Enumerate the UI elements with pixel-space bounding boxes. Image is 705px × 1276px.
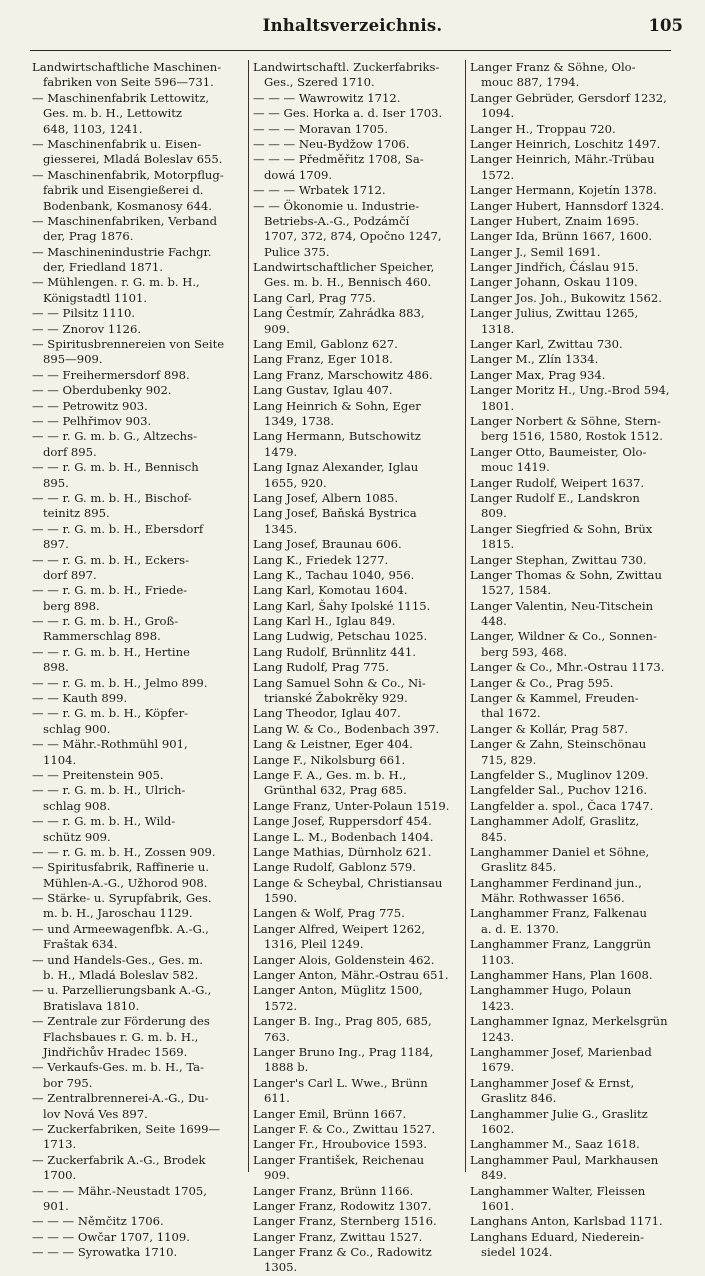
index-line: Lang K., Tachau 1040, 956. (253, 567, 415, 582)
index-line: Langer Franz & Söhne, Olo- (470, 60, 636, 74)
index-line: Langer & Zahn, Steinschönau (470, 737, 647, 752)
index-line: — — — Mähr.-Neustadt 1705, (32, 1183, 207, 1198)
index-line: 898. (43, 660, 69, 675)
index-line: Langer J., Semil 1691. (470, 244, 601, 259)
index-line: Langer Heinrich, Loschitz 1497. (470, 136, 661, 151)
index-line: Ges. m. b. H., Bennisch 460. (264, 275, 432, 290)
index-line: — Zuckerfabrik A.-G., Brodek (32, 1152, 206, 1167)
index-line: 1527, 1584. (481, 583, 552, 598)
index-line: — — r. G. m. b. H., Ulrich- (32, 783, 186, 798)
index-line: Langer Franz, Brünn 1166. (253, 1183, 414, 1198)
index-line: — — Freihermersdorf 898. (32, 367, 190, 382)
index-line: Langer Norbert & Söhne, Stern- (470, 413, 661, 428)
index-line: — — Ökonomie u. Industrie- (253, 198, 420, 213)
index-line: — Maschinenfabrik, Motorpflug- (32, 167, 224, 182)
index-line: — — Znorov 1126. (32, 321, 142, 336)
index-line: — und Armeewagenfbk. A.-G., (32, 921, 209, 936)
index-column-1 (32, 60, 240, 1260)
index-line: — — — Moravan 1705. (253, 121, 388, 136)
index-line: — — r. G. m. b. H., Köpfer- (32, 706, 189, 721)
index-line: Langer Anton, Mähr.-Ostrau 651. (253, 968, 449, 983)
index-line: Lang Josef, Braunau 606. (253, 537, 402, 552)
index-line: Langhammer Adolf, Graslitz, (470, 814, 640, 829)
index-line: Lang Rudolf, Prag 775. (253, 660, 389, 675)
index-line: Ges., Szered 1710. (264, 75, 375, 90)
index-line: 648, 1103, 1241. (43, 121, 143, 136)
index-line: 1700. (43, 1168, 77, 1183)
index-line: — — Kauth 899. (32, 691, 128, 706)
index-line: Langer Valentin, Neu-Titschein (470, 598, 654, 613)
index-line: Pulice 375. (264, 244, 330, 259)
index-line: 715, 829. (481, 752, 537, 767)
index-line: 1345. (264, 521, 298, 536)
index-line: Landwirtschaftliche Maschinen- (32, 60, 222, 74)
index-line: — — r. G. m. b. H., Jelmo 899. (32, 675, 208, 690)
index-line: — — Petrowitz 903. (32, 398, 148, 413)
index-line: — — Pilsitz 1110. (32, 306, 136, 321)
index-column-3 (470, 60, 678, 1260)
index-line: berg 593, 468. (481, 644, 568, 659)
index-line: a. d. E. 1370. (481, 921, 560, 936)
index-line: 1679. (481, 1060, 515, 1075)
index-line: 909. (264, 1168, 290, 1183)
index-line: Langer Rudolf E., Landskron (470, 490, 640, 505)
index-line: Langhammer Hugo, Polaun (470, 983, 632, 998)
index-line: 849. (481, 1168, 507, 1183)
index-line: Langer Fr., Hroubovice 1593. (253, 1137, 427, 1152)
index-line: 763. (264, 1029, 290, 1044)
index-line: — Zuckerfabriken, Seite 1699— (32, 1121, 221, 1136)
index-line: Langer Johann, Oskau 1109. (470, 275, 638, 290)
index-line: Lang Franz, Eger 1018. (253, 352, 393, 367)
index-line: schütz 909. (43, 829, 111, 844)
index-line: Langfelder Sal., Puchov 1216. (470, 783, 648, 798)
index-line: Lang Theodor, Iglau 407. (253, 706, 401, 721)
index-line: der, Friedland 1871. (43, 260, 163, 275)
index-line: Langer Franz, Rodowitz 1307. (253, 1198, 432, 1213)
index-line: Langer F. & Co., Zwittau 1527. (253, 1121, 436, 1136)
index-line: Langer Otto, Baumeister, Olo- (470, 444, 647, 459)
index-line: Lange F., Nikolsburg 661. (253, 752, 406, 767)
index-line: Mühlen-A.-G., Užhorod 908. (43, 875, 208, 890)
index-line: dowá 1709. (264, 167, 333, 182)
index-line: bor 795. (43, 1075, 93, 1090)
index-line: fabrik und Eisengießerei d. (43, 183, 204, 198)
index-line: Langhammer Franz, Falkenau (470, 906, 648, 921)
index-line: Mähr. Rothwasser 1656. (481, 891, 625, 906)
index-line: Langer Jos. Joh., Bukowitz 1562. (470, 290, 662, 305)
index-line: 1094. (481, 106, 515, 121)
index-line: Bratislava 1810. (43, 998, 140, 1013)
index-line: Fraštak 634. (43, 937, 118, 952)
index-line: Lange Mathias, Dürnholz 621. (253, 844, 432, 859)
index-line: Langer Max, Prag 934. (470, 367, 606, 382)
index-line: Landwirtschaftlicher Speicher, (253, 260, 435, 275)
index-line: Lang Franz, Marschowitz 486. (253, 367, 433, 382)
index-line: Langer Stephan, Zwittau 730. (470, 552, 647, 567)
index-line: — — — Syrowatka 1710. (32, 1245, 178, 1260)
index-line: siedel 1024. (481, 1245, 553, 1260)
index-line: Ges. m. b. H., Lettowitz (43, 106, 183, 121)
index-line: Königstadtl 1101. (43, 290, 148, 305)
index-line: Langer & Co., Prag 595. (470, 675, 614, 690)
index-line: Langhammer Hans, Plan 1608. (470, 968, 653, 983)
index-line: Langer Karl, Zwittau 730. (470, 337, 623, 352)
index-line: — Spiritusfabrik, Raffinerie u. (32, 860, 210, 875)
index-line: 1572. (481, 167, 515, 182)
index-line: Lange Josef, Ruppersdorf 454. (253, 814, 432, 829)
index-line: — — r. G. m. b. H., Eckers- (32, 552, 189, 567)
index-line: Langer Thomas & Sohn, Zwittau (470, 567, 662, 582)
column-divider-2 (465, 60, 466, 1172)
index-line: Lang Čestmír, Zahrádka 883, (253, 306, 425, 321)
index-line: teinitz 895. (43, 506, 110, 521)
index-line: Langer M., Zlín 1334. (470, 352, 599, 367)
index-line: — — r. G. m. b. H., Hertine (32, 644, 190, 659)
index-line: Lang Karl, Šahy Ipolské 1115. (253, 598, 431, 613)
index-line: Langfelder S., Muglinov 1209. (470, 767, 649, 782)
index-line: mouc 1419. (481, 460, 550, 475)
index-line: Graslitz 845. (481, 860, 557, 875)
index-line: — Maschinenindustrie Fachgr. (32, 244, 212, 259)
index-line: 1479. (264, 444, 298, 459)
index-line: Langer Rudolf, Weipert 1637. (470, 475, 645, 490)
header-rule (30, 50, 671, 51)
index-line: b. H., Mladá Boleslav 582. (43, 968, 199, 983)
index-line: Lang Karl, Komotau 1604. (253, 583, 408, 598)
index-line: Langer Franz, Zwittau 1527. (253, 1229, 423, 1244)
index-line: Lange & Scheybal, Christiansau (253, 875, 443, 890)
index-line: 1601. (481, 1198, 515, 1213)
index-line: 1316, Pleil 1249. (264, 937, 364, 952)
index-line: Grünthal 632, Prag 685. (264, 783, 407, 798)
index-line: Langer Siegfried & Sohn, Brüx (470, 521, 653, 536)
index-line: Langer, Wildner & Co., Sonnen- (470, 629, 657, 644)
index-line: Lang & Leistner, Eger 404. (253, 737, 413, 752)
index-line: Langer Gebrüder, Gersdorf 1232, (470, 90, 667, 105)
index-line: Langer Alois, Goldenstein 462. (253, 952, 435, 967)
index-line: 1655, 920. (264, 475, 327, 490)
column-divider-1 (248, 60, 249, 1172)
index-line: Lang Rudolf, Brünnlitz 441. (253, 644, 416, 659)
index-line: Lang Ludwig, Petschau 1025. (253, 629, 428, 644)
index-line: — Maschinenfabriken, Verband (32, 213, 218, 228)
index-line: 1713. (43, 1137, 77, 1152)
index-line: Langhammer M., Saaz 1618. (470, 1137, 640, 1152)
index-line: mouc 887, 1794. (481, 75, 580, 90)
index-line: dorf 895. (43, 444, 97, 459)
index-line: Rammerschlag 898. (43, 629, 161, 644)
index-line: Bodenbank, Kosmanosy 644. (43, 198, 213, 213)
index-line: Langer Franz & Co., Radowitz (253, 1245, 432, 1260)
index-line: 845. (481, 829, 507, 844)
index-line: — Maschinenfabrik Lettowitz, (32, 90, 210, 105)
index-line: fabriken von Seite 596—731. (43, 75, 214, 90)
index-line: — Zentralbrennerei-A.-G., Du- (32, 1091, 209, 1106)
index-line: 897. (43, 537, 69, 552)
index-line: — — — Wawrowitz 1712. (253, 90, 401, 105)
index-line: Langer Alfred, Weipert 1262, (253, 921, 426, 936)
index-line: Graslitz 846. (481, 1091, 557, 1106)
index-line: dorf 897. (43, 567, 97, 582)
index-line: Lange Rudolf, Gablonz 579. (253, 860, 416, 875)
index-line: — — — Neu-Bydžow 1706. (253, 136, 410, 151)
index-line: — — Preitenstein 905. (32, 767, 164, 782)
index-line: der, Prag 1876. (43, 229, 134, 244)
index-line: Langer Hubert, Znaim 1695. (470, 213, 640, 228)
index-line: Langer Hermann, Kojetín 1378. (470, 183, 657, 198)
index-line: Langer Hubert, Hannsdorf 1324. (470, 198, 665, 213)
index-line: Langen & Wolf, Prag 775. (253, 906, 405, 921)
page-number: 105 (648, 16, 683, 35)
index-line: giesserei, Mladá Boleslav 655. (43, 152, 223, 167)
index-line: Langer Emil, Brünn 1667. (253, 1106, 407, 1121)
index-line: — — — Němčitz 1706. (32, 1214, 164, 1229)
index-line: berg 1516, 1580, Rostok 1512. (481, 429, 663, 444)
index-line: Langer H., Troppau 720. (470, 121, 616, 136)
index-line: Langhammer Paul, Markhausen (470, 1152, 659, 1167)
index-line: Langer Bruno Ing., Prag 1184, (253, 1045, 434, 1059)
index-line: — — r. G. m. b. H., Bischof- (32, 490, 192, 505)
index-line: — Maschinenfabrik u. Eisen- (32, 136, 202, 151)
index-line: Lang Ignaz Alexander, Iglau (253, 460, 419, 475)
index-line: m. b. H., Jaroschau 1129. (43, 906, 193, 921)
index-line: Langhammer Ferdinand jun., (470, 875, 642, 890)
index-line: schlag 900. (43, 721, 111, 736)
index-line: — — — Owčar 1707, 1109. (32, 1229, 190, 1244)
index-line: Jindřichův Hradec 1569. (43, 1045, 188, 1059)
index-column-2 (253, 60, 461, 1276)
index-line: Lange F. A., Ges. m. b. H., (253, 767, 407, 782)
index-line: Langhammer Daniel et Söhne, (470, 844, 650, 859)
index-line: 611. (264, 1091, 290, 1106)
index-line: Langer Jindřich, Čáslau 915. (470, 260, 639, 275)
index-line: — — r. G. m. b. H., Bennisch (32, 460, 199, 475)
index-line: 1707, 372, 874, Opočno 1247, (264, 229, 442, 244)
index-line: 901. (43, 1198, 69, 1213)
index-line: Lang Josef, Baňská Bystrica (253, 506, 417, 521)
index-line: 1104. (43, 752, 77, 767)
index-line: Langfelder a. spol., Čaca 1747. (470, 798, 654, 813)
index-line: 1815. (481, 537, 515, 552)
index-line: Lang K., Friedek 1277. (253, 552, 389, 567)
index-line: Lange Franz, Unter-Polaun 1519. (253, 798, 450, 813)
index-line: 1103. (481, 952, 515, 967)
index-line: Langer & Co., Mhr.-Ostrau 1173. (470, 660, 665, 675)
page-header (20, 16, 685, 44)
index-line: 895—909. (43, 352, 103, 367)
index-line: Lang Emil, Gablonz 627. (253, 337, 398, 352)
index-line: Langhans Anton, Karlsbad 1171. (470, 1214, 663, 1229)
index-line: 1888 b. (264, 1060, 309, 1075)
index-line: Lang Gustav, Iglau 407. (253, 383, 393, 398)
index-line: Langer & Kollár, Prag 587. (470, 721, 629, 736)
index-line: Flachsbaues r. G. m. b. H., (43, 1029, 199, 1044)
index-line: — — r. G. m. b. H., Friede- (32, 583, 188, 598)
index-line: Langer's Carl L. Wwe., Brünn (253, 1075, 428, 1090)
index-line: 1572. (264, 998, 298, 1013)
index-line: 895. (43, 475, 69, 490)
index-line: 1318. (481, 321, 515, 336)
index-line: Langer & Kammel, Freuden- (470, 691, 639, 706)
index-line: Langer Ida, Brünn 1667, 1600. (470, 229, 653, 244)
index-line: Langhammer Josef, Marienbad (470, 1045, 652, 1059)
index-line: Langhammer Walter, Fleissen (470, 1183, 646, 1198)
index-line: trianské Žabokrěky 929. (264, 691, 408, 706)
index-line: — — r. G. m. b. H., Wild- (32, 814, 176, 829)
index-line: lov Nová Ves 897. (43, 1106, 148, 1121)
index-line: — — Pelhřimov 903. (32, 413, 152, 428)
index-line: — Verkaufs-Ges. m. b. H., Ta- (32, 1060, 204, 1075)
index-line: Langhans Eduard, Niederein- (470, 1229, 645, 1244)
index-line: Landwirtschaftl. Zuckerfabriks- (253, 60, 440, 74)
index-line: 448. (481, 614, 507, 629)
index-line: Lang Hermann, Butschowitz (253, 429, 421, 444)
index-line: Langhammer Julie G., Graslitz (470, 1106, 648, 1121)
index-line: 1305. (264, 1260, 298, 1275)
index-line: Lang Karl H., Iglau 849. (253, 614, 396, 629)
index-line: 1423. (481, 998, 515, 1013)
index-line: Lange L. M., Bodenbach 1404. (253, 829, 434, 844)
index-line: Langhammer Franz, Langgrün (470, 937, 651, 952)
index-line: thal 1672. (481, 706, 541, 721)
index-line: Langer Julius, Zwittau 1265, (470, 306, 639, 321)
index-line: Betriebs-A.-G., Podzámčí (264, 213, 410, 228)
index-line: 909. (264, 321, 290, 336)
index-line: — — Ges. Horka a. d. Iser 1703. (253, 106, 443, 121)
index-line: Lang Heinrich & Sohn, Eger (253, 398, 421, 413)
index-line: 1243. (481, 1029, 515, 1044)
index-line: schlag 908. (43, 798, 111, 813)
index-line: Langer František, Reichenau (253, 1152, 425, 1167)
index-line: berg 898. (43, 598, 100, 613)
index-line: Lang Josef, Albern 1085. (253, 490, 399, 505)
index-line: Langer B. Ing., Prag 805, 685, (253, 1014, 432, 1029)
index-line: — — r. G. m. b. H., Groß- (32, 614, 179, 629)
index-line: Langhammer Ignaz, Merkelsgrün (470, 1014, 668, 1029)
index-line: Lang Carl, Prag 775. (253, 290, 376, 305)
index-line: — Mühlengen. r. G. m. b. H., (32, 275, 200, 290)
index-line: — u. Parzellierungsbank A.-G., (32, 983, 212, 998)
index-line: — Stärke- u. Syrupfabrik, Ges. (32, 891, 212, 906)
index-line: — — r. G. m. b. G., Altzechs- (32, 429, 198, 444)
index-line: — — Mähr.-Rothmühl 901, (32, 737, 188, 752)
index-line: 809. (481, 506, 507, 521)
index-line: Lang W. & Co., Bodenbach 397. (253, 721, 440, 736)
page-title: Inhaltsverzeichnis. (262, 16, 443, 35)
index-line: — — r. G. m. b. H., Ebersdorf (32, 521, 204, 536)
index-line: Lang Samuel Sohn & Co., Ni- (253, 675, 426, 690)
index-line: Langer Moritz H., Ung.-Brod 594, (470, 383, 670, 398)
index-line: 1801. (481, 398, 515, 413)
index-line: — Spiritusbrennereien von Seite (32, 337, 225, 352)
index-line: Langer Franz, Sternberg 1516. (253, 1214, 437, 1229)
index-line: — — Oberdubenky 902. (32, 383, 172, 398)
index-line: — — — Předměřitz 1708, Sa- (253, 152, 424, 167)
index-line: Langhammer Josef & Ernst, (470, 1075, 635, 1090)
index-line: — — — Wrbatek 1712. (253, 183, 386, 198)
index-line: — Zentrale zur Förderung des (32, 1014, 210, 1029)
index-line: 1602. (481, 1121, 515, 1136)
index-line: — und Handels-Ges., Ges. m. (32, 952, 203, 967)
index-line: — — r. G. m. b. H., Zossen 909. (32, 844, 216, 859)
index-line: Langer Anton, Müglitz 1500, (253, 983, 423, 998)
index-line: 1590. (264, 891, 298, 906)
index-line: Langer Heinrich, Mähr.-Trübau (470, 152, 655, 167)
index-line: 1349, 1738. (264, 413, 335, 428)
